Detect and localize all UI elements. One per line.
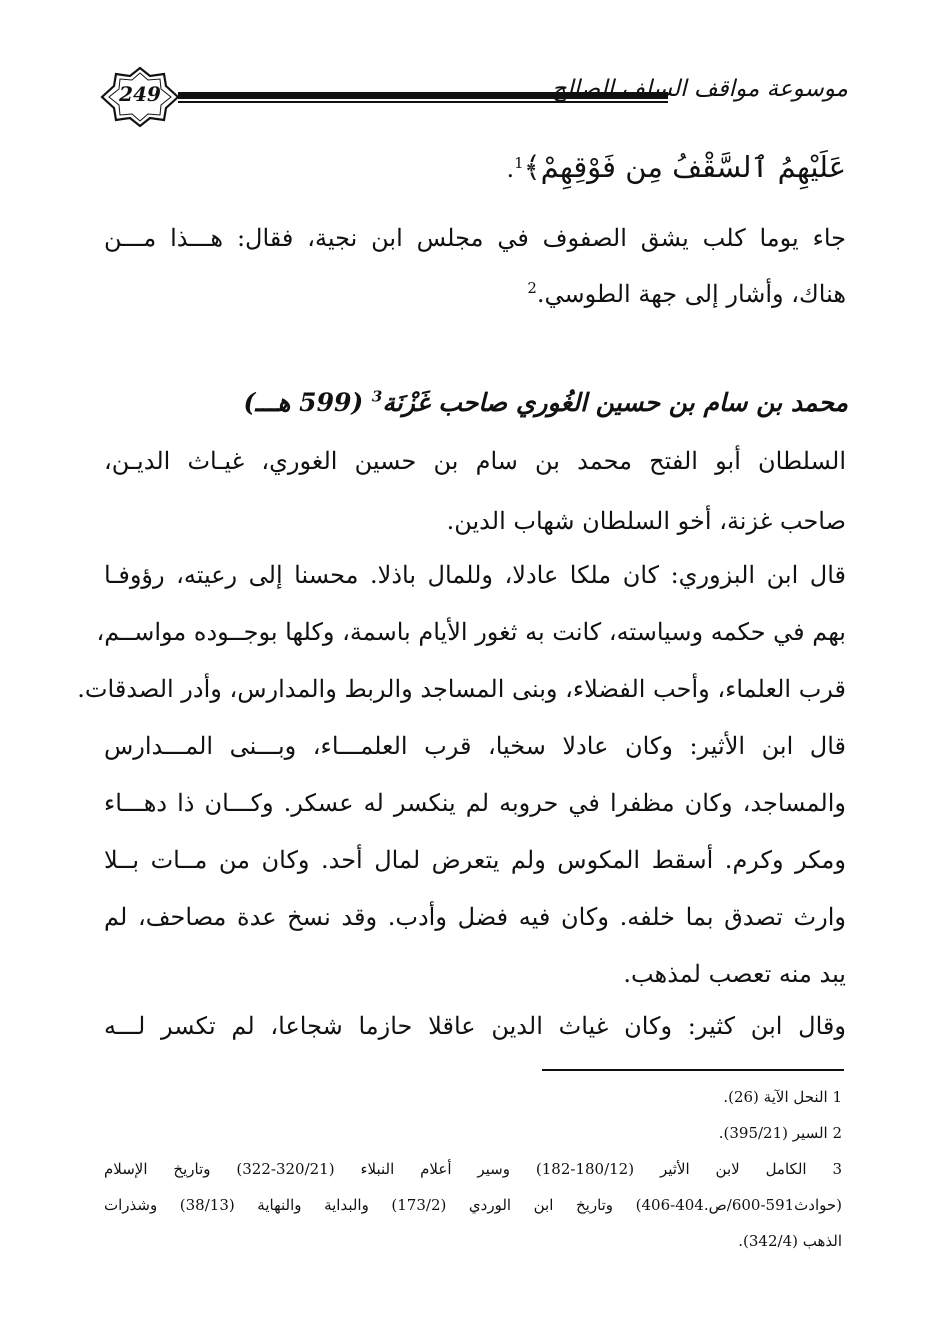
page-number: 249 <box>119 82 161 106</box>
section-year: (599 هـــ) <box>243 388 364 417</box>
footnote-1: 1 النحل الآية (26). <box>723 1088 842 1106</box>
verse-line <box>104 150 846 184</box>
paragraph-line: السلطان أبو الفتح محمد بن سام بن حسين الغوري، غيـاث الديـن، <box>104 447 846 475</box>
page-number-badge <box>100 66 180 128</box>
paragraph-line: وارث تصدق بما خلفه. وكان فيه فضل وأدب. وقد نسخ عدة مصاحف، لم <box>104 903 846 931</box>
quran-verse: عَلَيْهِمُ ٱلسَّقْفُ مِن فَوْقِهِمْ﴾ <box>523 150 846 184</box>
paragraph-line: قال ابن البزوري: كان ملكا عادلا، وللمال باذلا. محسنا إلى رعيته، رؤوفـا <box>104 561 846 589</box>
running-title: موسوعة مواقف السلف الصالح <box>551 76 848 102</box>
footnote-ref-2: 2 <box>527 279 537 297</box>
paragraph-line: والمساجد، وكان مظفرا في حروبه لم ينكسر له عسكر. وكـــان ذا دهـــاء <box>104 789 846 817</box>
paragraph-line: ومكر وكرم. أسقط المكوس ولم يتعرض لمال أحد. وكان من مــات بــلا <box>104 846 846 874</box>
paragraph-line: قرب العلماء، وأحب الفضلاء، وبنى المساجد والربط والمدارس، وأدر الصدقات. <box>77 675 846 703</box>
footnote-ref-3: 3 <box>371 387 383 406</box>
paragraph-line: قال ابن الأثير: وكان عادلا سخيا، قرب العلمـــاء، وبـــنى المـــدارس <box>104 732 846 760</box>
verse-end: . <box>506 155 515 183</box>
paragraph-line: جاء يوما كلب يشق الصفوف في مجلس ابن نجية، فقال: هـــذا مـــن <box>104 224 847 252</box>
paragraph-line: بهم في حكمه وسياسته، كانت به ثغور الأيام باسمة، وكلها بوجــوده مواســم، <box>96 618 846 646</box>
footnote-separator <box>542 1069 844 1071</box>
paragraph-line: صاحب غزنة، أخو السلطان شهاب الدين. <box>446 507 846 535</box>
paragraph-line: هناك، وأشار إلى جهة الطوسي.$^2$ <box>527 279 846 308</box>
page-header <box>100 66 848 128</box>
footnote-ref-1: 1 <box>514 154 524 172</box>
section-heading: محمد بن سام بن حسين الغُوري صاحب غَزْنَة$^3$ (599 هـــ) <box>243 387 848 417</box>
paragraph-line: يبد منه تعصب لمذهب. <box>623 960 846 988</box>
paragraph-line: وقال ابن كثير: وكان غياث الدين عاقلا حازما شجاعا، لم تكسر لـــه <box>104 1012 846 1040</box>
footnote-3-line: الذهب (342/4). <box>738 1232 842 1250</box>
footnote-2: 2 السير (395/21). <box>718 1124 842 1142</box>
footnote-3-line: 3 الكامل لابن الأثير (180/12-182) وسير أعلام النبلاء (320/21-322) وتاريخ الإسلام <box>104 1160 842 1178</box>
footnote-3-line: (حوادث591-600/ص.404-406) وتاريخ ابن الوردي (173/2) والبداية والنهاية (38/13) وشذرات <box>104 1196 843 1214</box>
